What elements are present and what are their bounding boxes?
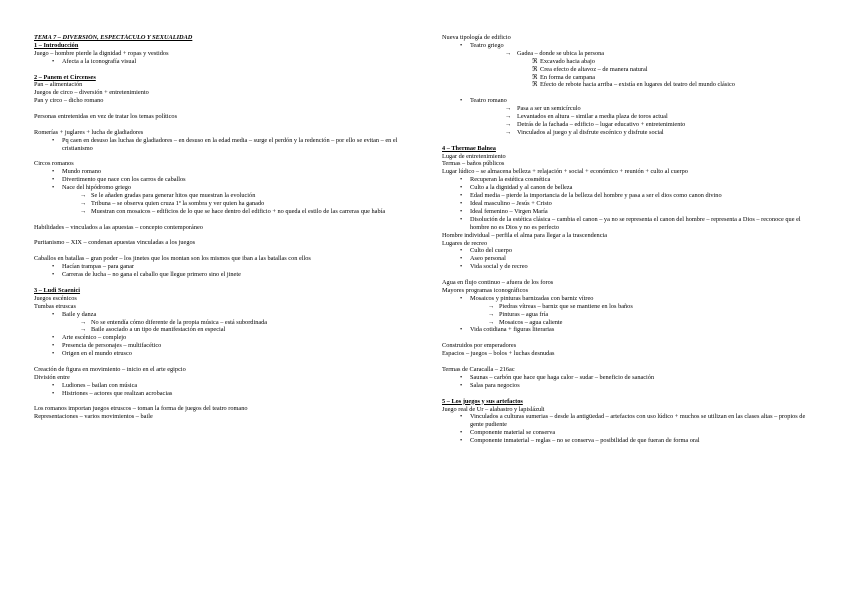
bullet-item: • Componente inmaterial – reglas – no se conserva – posibilidad de que fueran de forma oral bbox=[442, 437, 814, 445]
text-line: Los romanos importan juegos etruscos – toman la forma de juegos del teatro romano bbox=[34, 405, 248, 413]
arrow-item: → Mosaicos – agua caliente bbox=[442, 319, 814, 327]
spacer bbox=[442, 358, 814, 366]
bullet-item: • Vinculados a culturas sumerias – desde la antigüedad – artefactos con uso lúdico + muchos se utilizan en las clases altas – propios de gente pudiente bbox=[442, 413, 814, 429]
spacer bbox=[34, 279, 412, 287]
text-line: Habilidades – vinculados a las apuestas – concepto contemporáneo bbox=[34, 223, 203, 231]
text-line: Romerías + juglares + lucha de gladiadores bbox=[34, 128, 144, 136]
arrow-item: → Tribuna – se observa quien cruza 1º la sombra y ver quien ha ganado bbox=[34, 200, 412, 208]
section-heading: 2 – Panem et Circenses bbox=[34, 73, 96, 81]
bullet-item: • Disolución de la estética clásica – cambia el canon – ya no se representa el canon del hombre – representa a Dios – reconoce que el hombre no es Dios y no es perfecto bbox=[442, 216, 814, 232]
bullet-item: • Origen en el mundo etrusco bbox=[34, 350, 412, 358]
spacer bbox=[34, 216, 412, 224]
bullet-item: • Arte escénico – complejo bbox=[34, 334, 412, 342]
spacer bbox=[442, 271, 814, 279]
bullet-item: • Mundo romano bbox=[34, 168, 412, 176]
bullet-item: • Afecta a la iconografía visual bbox=[34, 58, 412, 66]
text-line: Juegos de circo – diversión + entretenimiento bbox=[34, 89, 149, 97]
spacer bbox=[442, 334, 814, 342]
bullet-item: • Culto a la dignidad y al canon de belleza bbox=[442, 184, 814, 192]
text-line: Creación de figura en movimiento – inicio en el arte egipcio bbox=[34, 365, 186, 373]
text-line: Juego real de Ur – alabastro y lapislázuli bbox=[442, 405, 545, 413]
text-line: Pan y circo – dicho romano bbox=[34, 97, 104, 105]
bullet-item: • Hacían trampas – para ganar bbox=[34, 263, 412, 271]
bullet-item: • Carreras de lucha – no gana el caballo que llegue primero sino el jinete bbox=[34, 271, 412, 279]
bullet-item: • Teatro romano bbox=[442, 97, 814, 105]
text-line: Pan – alimentación bbox=[34, 81, 83, 89]
arrow-item: → Pasa a ser un semicírculo bbox=[442, 105, 814, 113]
bullet-item: • Componente material se conserva bbox=[442, 429, 814, 437]
text-line: Representaciones – varios movimientos – baile bbox=[34, 413, 153, 421]
spacer bbox=[34, 398, 412, 406]
section-heading: 4 – Thermae Balnea bbox=[442, 144, 496, 152]
text-line: División entre bbox=[34, 373, 70, 381]
text-line: Lugar de entretenimiento bbox=[442, 152, 506, 160]
spacer bbox=[442, 89, 814, 97]
bullet-item: • Edad media – pierde la importancia de la belleza del hombre y pasa a ser el dios como canon divino bbox=[442, 192, 814, 200]
bullet-item: • Salas para negocios bbox=[442, 382, 814, 390]
text-line: Lugar lúdico – se almacena belleza + relajación + social + económico + reunión + culto al cuerpo bbox=[442, 168, 688, 176]
text-line: Puritanismo – XIX – condenan apuestas vinculadas a los juegos bbox=[34, 239, 196, 247]
bullet-item: • Teatro griego bbox=[442, 42, 814, 50]
spacer bbox=[34, 232, 412, 240]
bullet-item: • Presencia de personajes – multifacético bbox=[34, 342, 412, 350]
text-line: Agua en flujo continuo – afuera de los foros bbox=[442, 279, 554, 287]
text-line: Termas de Caracalla – 216ac bbox=[442, 365, 515, 373]
text-line: Lugares de recreo bbox=[442, 239, 488, 247]
bullet-item: • Vida social y de recreo bbox=[442, 263, 814, 271]
bullet-item: • Ideal femenino – Virgen María bbox=[442, 208, 814, 216]
arrow-item: → Se le añaden gradas para generar hitos que muestran la evolución bbox=[34, 192, 412, 200]
bullet-item: • Divertimento que nace con los carros de caballos bbox=[34, 176, 412, 184]
text-line: Tumbas etruscas bbox=[34, 302, 76, 310]
bullet-item: • Baile y danza bbox=[34, 311, 412, 319]
spacer bbox=[442, 390, 814, 398]
text-line: Personas entretenidas en vez de tratar los temas políticos bbox=[34, 113, 178, 121]
bullet-item: • Recuperan la estética cosmética bbox=[442, 176, 814, 184]
spacer bbox=[442, 137, 814, 145]
bullet-item: • Aseo personal bbox=[442, 255, 814, 263]
spacer bbox=[34, 105, 412, 113]
text-line: Juego – hombre pierde la dignidad + ropas y vestidos bbox=[34, 49, 169, 57]
bullet-item: • Vida cotidiana + figuras literarias bbox=[442, 326, 814, 334]
bullet-item: • Saunas – carbón que hace que haga calor – sudar – beneficio de sanación bbox=[442, 374, 814, 382]
text-line: Termas – baños públicos bbox=[442, 160, 505, 168]
text-line: Juegos escénicos bbox=[34, 294, 77, 302]
document-title: TEMA 7 – DIVERSIÓN, ESPECTÁCULO Y SEXUALIDAD bbox=[34, 34, 193, 41]
bullet-item: • Ludiones – bailan con música bbox=[34, 382, 412, 390]
text-line: Construidos por emperadores bbox=[442, 342, 517, 350]
bullet-item: • Mosaicos y pinturas barnizadas con barniz vítreo bbox=[442, 295, 814, 303]
right-column bbox=[442, 34, 814, 445]
bullet-item: • Histriones – actores que realizan acrobacias bbox=[34, 390, 412, 398]
arrow-item: → Detrás de la fachada – edificio – lugar educativo + entretenimiento bbox=[442, 121, 814, 129]
section-heading: 5 – Los juegos y sus artefactos bbox=[442, 397, 523, 405]
arrow-item: → Vinculados al juego y al disfrute escénico y disfrute social bbox=[442, 129, 814, 137]
bullet-item: • Culto del cuerpo bbox=[442, 247, 814, 255]
text-line: Espacios – juegos – bolos + luchas desnudas bbox=[442, 350, 555, 358]
spacer bbox=[34, 247, 412, 255]
text-line: Mayores programas iconográficos bbox=[442, 286, 529, 294]
arrow-item: → Pinturas – agua fría bbox=[442, 311, 814, 319]
text-line: Hombre individual – perfila el alma para llegar a la trascendencia bbox=[442, 231, 608, 239]
section-heading: 1 – Introducción bbox=[34, 41, 79, 49]
spacer bbox=[34, 153, 412, 161]
sub-bullet-item: ℜ En forma de campana bbox=[442, 74, 814, 82]
arrow-item: → No se entendía cómo diferente de la propia música – está subordinada bbox=[34, 319, 412, 327]
arrow-item: → Piedras vítreas – barniz que se mantiene en los baños bbox=[442, 303, 814, 311]
bullet-item: • Nace del hipódromo griego bbox=[34, 184, 412, 192]
bullet-item: • Ideal masculino – Jesús + Cristo bbox=[442, 200, 814, 208]
left-column bbox=[34, 34, 412, 421]
spacer bbox=[34, 66, 412, 74]
arrow-item: → Gadea – donde se ubica la persona bbox=[442, 50, 814, 58]
text-line: Circos romanos bbox=[34, 160, 74, 168]
section-heading: 3 – Ludi Scaenici bbox=[34, 286, 81, 294]
arrow-item: → Muestran con mosaicos – edificios de lo que se hace dentro del edificio + no queda el estilo de las carreras que había bbox=[34, 208, 412, 216]
spacer bbox=[34, 121, 412, 129]
sub-bullet-item: ℜ Efecto de rebote hacia arriba – existía en lugares del teatro del mundo clásico bbox=[442, 81, 814, 89]
sub-bullet-item: ℜ Crea efecto de altavoz – de manera natural bbox=[442, 66, 814, 74]
spacer bbox=[34, 358, 412, 366]
text-line: Nueva tipología de edificio bbox=[442, 34, 511, 41]
sub-bullet-item: ℜ Excavado hacia abajo bbox=[442, 58, 814, 66]
arrow-item: → Baile asociado a un tipo de manifestación en especial bbox=[34, 326, 412, 334]
text-line: Caballos en batallas – gran poder – los jinetes que los montan son los mismos que iban a las batallas con ellos bbox=[34, 255, 311, 263]
bullet-item: • Pq caen en desuso las luchas de gladiadores – en desuso en la edad media – surge el perdón y la redención – por ello se evitan – en el cristianismo bbox=[34, 137, 412, 153]
arrow-item: → Levantados en altura – similar a media plaza de toros actual bbox=[442, 113, 814, 121]
